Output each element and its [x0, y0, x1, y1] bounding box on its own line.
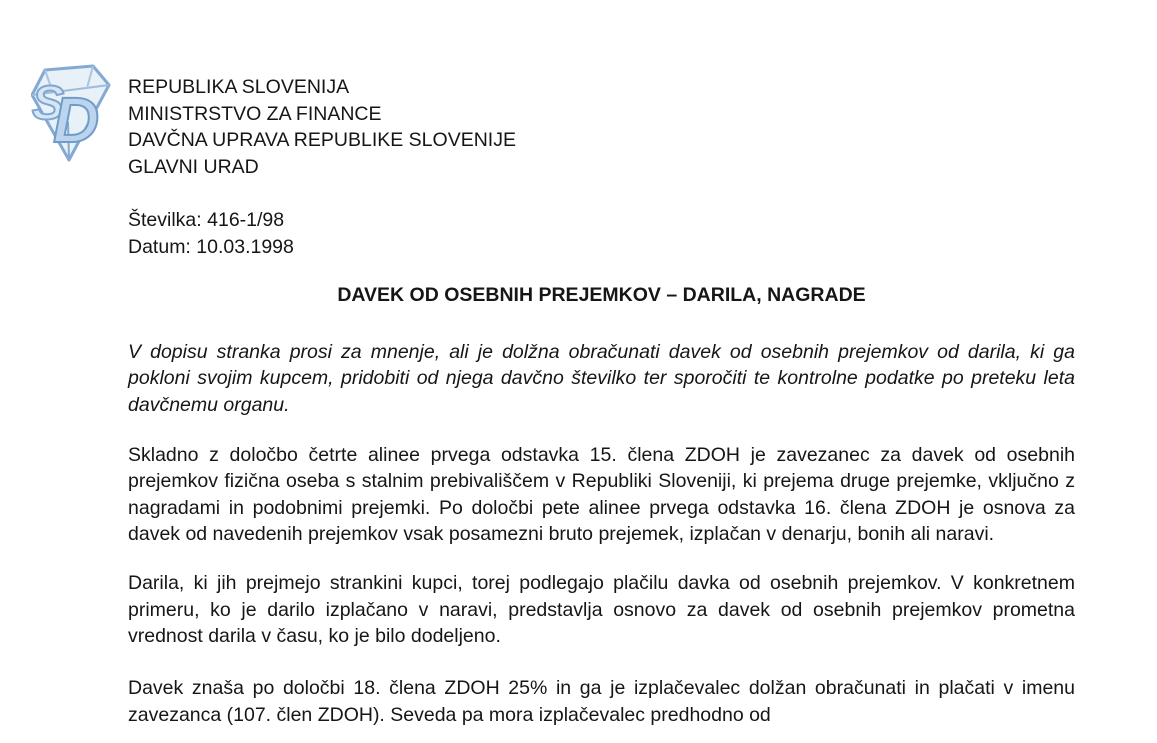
body-paragraph-2: Darila, ki jih prejmejo strankini kupci, torej podlegajo plačilu davka od osebnih prejemkov. V konkretnem primeru, ko je darilo izplačano v naravi, predstavlja osnovo za davek od osebnih prejemkov prometna vrednost darila v času, ko je bilo dodeljeno.: [128, 572, 1075, 647]
reference-number-label: Številka:: [128, 209, 202, 231]
reference-block: [128, 207, 1075, 260]
logo-monogram-s-letter: S: [32, 77, 65, 130]
body-paragraph-1: Skladno z določbo četrte alinee prvega odstavka 15. člena ZDOH je zavezanec za davek od osebnih prejemkov fizična oseba s stalnim prebivališčem v Republiki Sloveniji, ki prejema druge prejemke, vključno z nagradami in podobnimi prejemki. Po določbi pete alinee prvega odstavka 16. člena ZDOH je osnova za davek od navedenih prejemkov vsak posamezni bruto prejemek, izplačan v denarju, bonih ali naravi.: [128, 443, 1075, 545]
letterhead-line-ministry: MINISTRSTVO ZA FINANCE: [128, 102, 382, 125]
letterhead-line-country: REPUBLIKA SLOVENIJA: [128, 76, 350, 98]
reference-date-label: Datum:: [128, 235, 191, 258]
intro-paragraph: V dopisu stranka prosi za mnenje, ali je dolžna obračunati davek od osebnih prejemkov od darila, ki ga pokloni svojim kupcem, pridobiti od njega davčno številko ter sporočiti te kontrolne podatke po preteku leta davčnemu organu.: [128, 340, 1075, 416]
durs-gem-logo: [31, 62, 111, 164]
document-content: [128, 74, 1075, 728]
reference-date-value: 10.03.1998: [196, 235, 294, 258]
reference-date-line: [128, 234, 1075, 261]
logo-monogram-d-letter: D: [53, 84, 100, 156]
letterhead-line-tax-administration: DAVČNA UPRAVA REPUBLIKE SLOVENIJE: [128, 129, 516, 151]
reference-number-value: 416-1/98: [207, 209, 285, 231]
document-title: DAVEK OD OSEBNIH PREJEMKOV – DARILA, NAGRADE: [337, 284, 866, 306]
letterhead-line-head-office: GLAVNI URAD: [128, 155, 259, 178]
body-paragraph-3: Davek znaša po določbi 18. člena ZDOH 25% in ga je izplačevalec dolžan obračunati in plačati v imenu zavezanca (107. člen ZDOH). Seveda pa mora izplačevalec predhodno od: [128, 677, 1075, 726]
letterhead: [128, 74, 1075, 180]
reference-number-line: [128, 207, 1075, 234]
